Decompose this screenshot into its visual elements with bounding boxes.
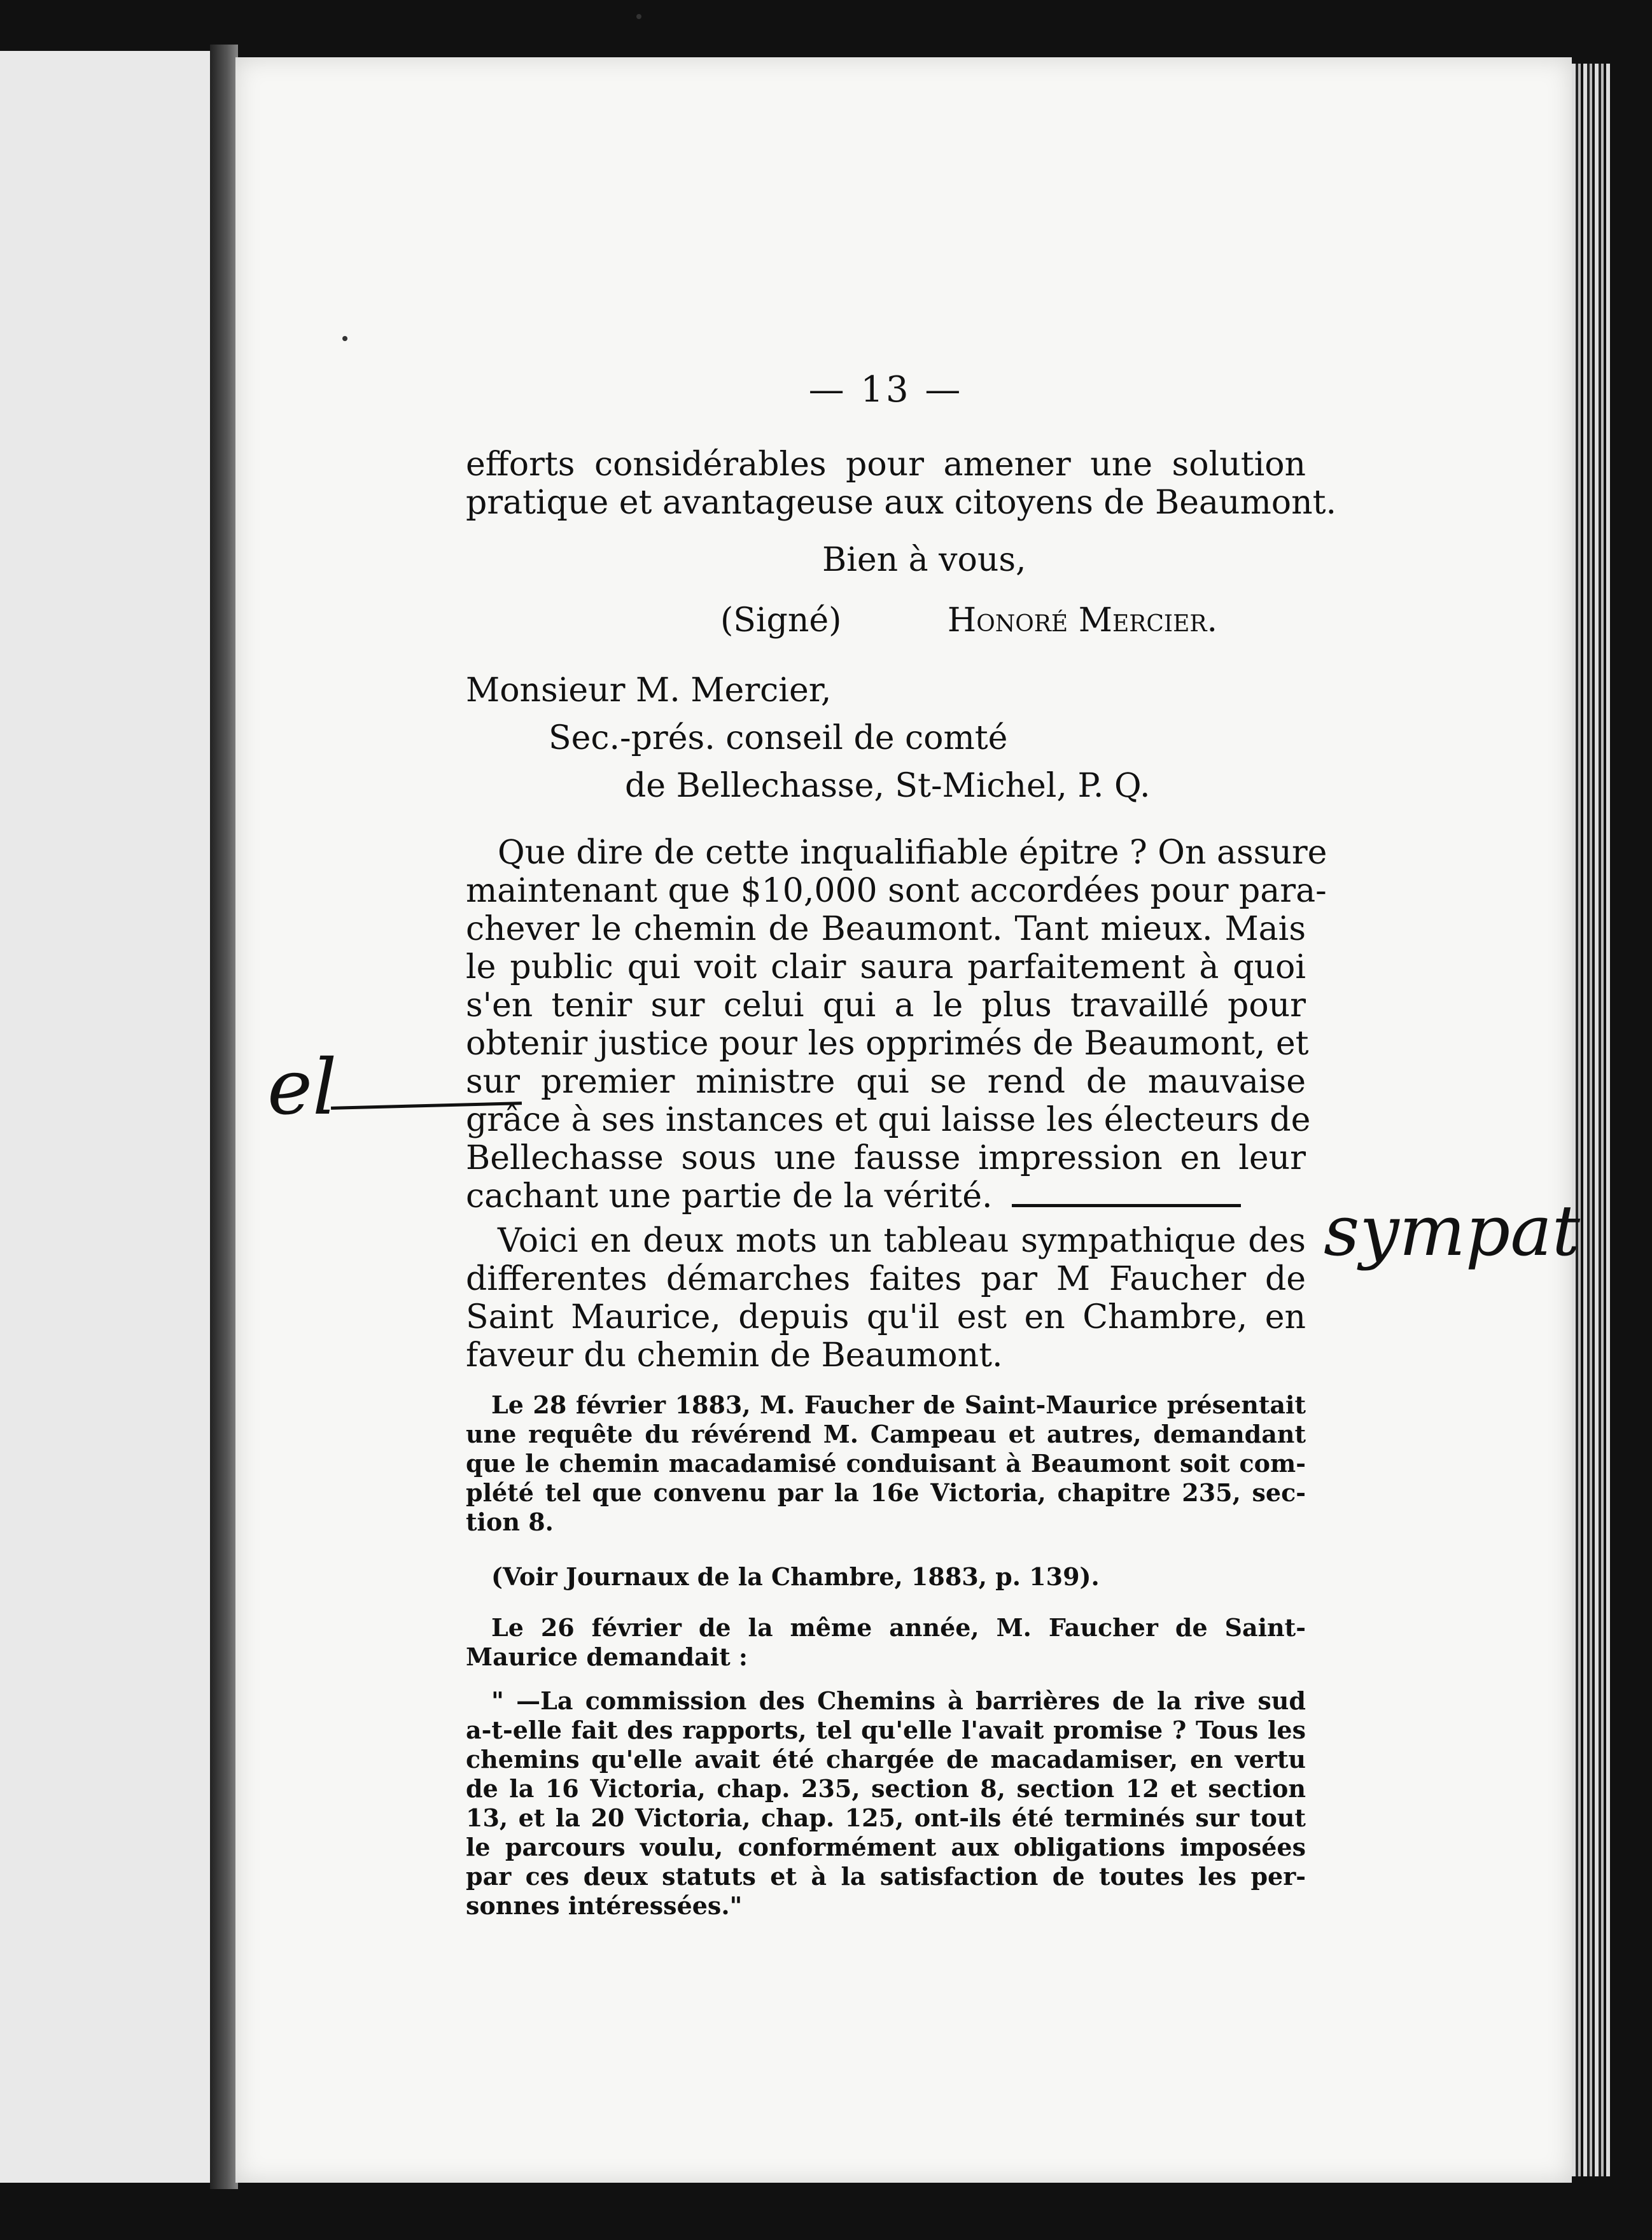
quote-line: le parcours voulu, conformément aux obligations imposées [466,1833,1306,1861]
handwritten-note-right: sympat [1324,1190,1581,1271]
address-line-1: Monsieur M. Mercier, [466,671,832,710]
address-line-3: de Bellechasse, St-Michel, P. Q. [625,767,1151,805]
text-line: s'en tenir sur celui qui a le plus travaillé pour [466,986,1306,1025]
text-line: sur premier ministre qui se rend de mauvaise [466,1063,1306,1101]
note-line: une requête du révérend M. Campeau et autres, demandant [466,1420,1306,1448]
page-number: — 13 — [808,369,963,410]
quote-line: par ces deux statuts et à la satisfaction de toutes les per- [466,1862,1306,1891]
quote-line: sonnes intéressées." [466,1891,743,1920]
quote-line: 13, et la 20 Victoria, chap. 125, ont-ils été terminés sur tout [466,1803,1306,1832]
note-1 [466,1390,1306,1537]
address-line-2: Sec.-prés. conseil de comté [549,719,1008,757]
text-line: Bellechasse sous une fausse impression en leur [466,1139,1306,1177]
signature-line [720,601,1293,640]
quote-line: de la 16 Victoria, chap. 235, section 8, section 12 et section [466,1774,1306,1803]
note-line: Le 26 février de la même année, M. Faucher de Saint- [491,1613,1306,1642]
quote-line: a-t-elle fait des rapports, tel qu'elle l'avait promise ? Tous les [466,1716,1306,1744]
gutter [210,45,238,2189]
text-line: maintenant que $10,000 sont accordées pour para- [466,872,1327,910]
paragraph-2 [466,1222,1306,1375]
text-line: differentes démarches faites par M Faucher de [466,1260,1306,1298]
note-line: Maurice demandait : [466,1642,748,1671]
text-line: grâce à ses instances et qui laisse les électeurs de [466,1101,1311,1139]
text-line: Que dire de cette inqualifiable épitre ? On assure [498,834,1327,872]
text-line: obtenir justice pour les opprimés de Beaumont, et [466,1025,1309,1063]
quotation [466,1686,1306,1921]
note-2 [466,1613,1306,1672]
text-line: Saint Maurice, depuis qu'il est en Chambre, en [466,1298,1306,1336]
speck [636,14,641,19]
quote-line: chemins qu'elle avait été chargée de macadamiser, en vertu [466,1745,1306,1774]
text-line: pratique et avantageuse aux citoyens de Beaumont. [466,484,1337,522]
signed-label: (Signé) [720,601,842,640]
text-line: faveur du chemin de Beaumont. [466,1336,1003,1375]
text-line: chever le chemin de Beaumont. Tant mieux. Mais [466,910,1306,948]
speck [342,336,347,341]
text-line: le public qui voit clair saura parfaitement à quoi [466,948,1306,986]
closing: Bien à vous, [822,541,1026,579]
handwritten-note-left: el [267,1044,337,1132]
text-line: efforts considérables pour amener une solution [466,445,1306,484]
note-line: tion 8. [466,1508,554,1536]
intro-paragraph [466,445,1337,522]
text-line: Voici en deux mots un tableau sympathique des [498,1222,1306,1260]
signature-name: Honoré Mercier. [947,601,1218,640]
note-1-reference: (Voir Journaux de la Chambre, 1883, p. 139). [491,1562,1100,1591]
strikethrough [1012,1204,1241,1207]
note-line: plété tel que convenu par la 16e Victoria, chapitre 235, sec- [466,1478,1306,1507]
page-edge [1572,64,1610,2176]
note-line: Le 28 février 1883, M. Faucher de Saint-Maurice présentait [491,1390,1306,1419]
note-line: que le chemin macadamisé conduisant à Beaumont soit com- [466,1449,1306,1478]
quote-line: " —La commission des Chemins à barrières de la rive sud [491,1686,1306,1715]
text-line: cachant une partie de la vérité. [466,1177,993,1215]
facing-page [0,51,213,2183]
paragraph-1 [466,834,1327,1215]
